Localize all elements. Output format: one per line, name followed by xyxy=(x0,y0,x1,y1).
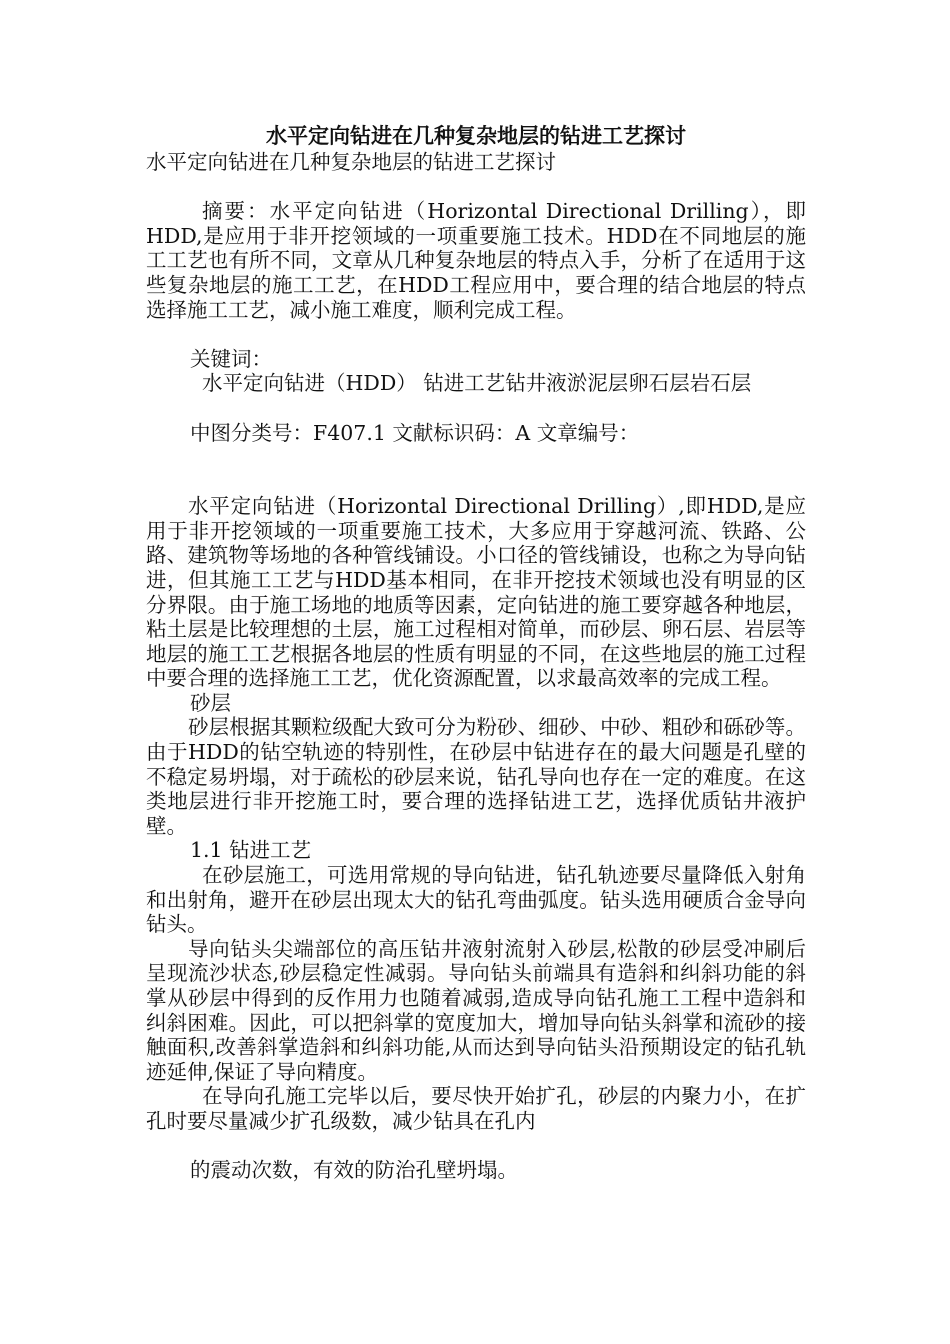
body-paragraph-1: 在砂层施工，可选用常规的导向钻进，钻孔轨迹要尽量降低入射角和出射角，避开在砂层出现太大的钻孔弯曲弧度。钻头选用硬质合金导向钻头。 xyxy=(146,863,806,937)
classification-line: 中图分类号：F407.1 文献标识码：A 文章编号： xyxy=(190,420,640,445)
body-paragraph-2: 导向钻头尖端部位的高压钻井液射流射入砂层,松散的砂层受冲刷后呈现流沙状态,砂层稳定性减弱。导向钻头前端具有造斜和纠斜功能的斜掌从砂层中得到的反作用力也随着减弱,造成导向钻孔施工工程中造斜和纠斜困难。因此，可以把斜掌的宽度加大，增加导向钻头斜掌和流砂的接触面积,改善斜掌造斜和纠斜功能,从而达到导向钻头沿预期设定的钻孔轨迹延伸,保证了导向精度。 xyxy=(146,936,806,1084)
intro-paragraph: 水平定向钻进（Horizontal Directional Drilling）,即HDD,是应用于非开挖领域的一项重要施工技术，大多应用于穿越河流、铁路、公路、建筑物等场地的各种管线铺设。小口径的管线铺设，也称之为导向钻进，但其施工工艺与HDD基本相同，在非开挖技术领域也没有明显的区分界限。由于施工场地的地质等因素，定向钻进的施工要穿越各种地层，粘土层是比较理想的土层，施工过程相对简单，而砂层、卵石层、岩层等地层的施工工艺根据各地层的性质有明显的不同，在这些地层的施工过程中要合理的选择施工工艺，优化资源配置，以求最高效率的完成工程。 xyxy=(146,494,806,691)
section-heading-sand: 砂层 xyxy=(190,690,231,715)
keywords-text: 水平定向钻进（HDD） 钻进工艺钻井液淤泥层卵石层岩石层 xyxy=(202,371,752,396)
document-title: 水平定向钻进在几种复杂地层的钻进工艺探讨 xyxy=(266,123,686,148)
document-subtitle: 水平定向钻进在几种复杂地层的钻进工艺探讨 xyxy=(146,150,556,174)
body-paragraph-4: 的震动次数，有效的防治孔壁坍塌。 xyxy=(190,1158,518,1183)
sand-paragraph: 砂层根据其颗粒级配大致可分为粉砂、细砂、中砂、粗砂和砾砂等。由于HDD的钻空轨迹的特别性，在砂层中钻进存在的最大问题是孔壁的不稳定易坍塌，对于疏松的砂层来说，钻孔导向也存在一定的难度。在这类地层进行非开挖施工时，要合理的选择钻进工艺，选择优质钻井液护壁。 xyxy=(146,715,806,838)
document-page xyxy=(146,122,806,1183)
abstract-paragraph: 摘要：水平定向钻进（Horizontal Directional Drilling），即HDD,是应用于非开挖领域的一项重要施工技术。HDD在不同地层的施工工艺也有所不同，文章从几种复杂地层的特点入手，分析了在适用于这些复杂地层的施工工艺，在HDD工程应用中，要合理的结合地层的特点选择施工工艺，减小施工难度，顺利完成工程。 xyxy=(146,199,806,322)
keywords-label: 关键词： xyxy=(190,346,272,371)
body-paragraph-3: 在导向孔施工完毕以后，要尽快开始扩孔，砂层的内聚力小，在扩孔时要尽量减少扩孔级数，减少钻具在孔内 xyxy=(146,1084,806,1133)
subsection-heading: 1.1 钻进工艺 xyxy=(190,838,312,863)
